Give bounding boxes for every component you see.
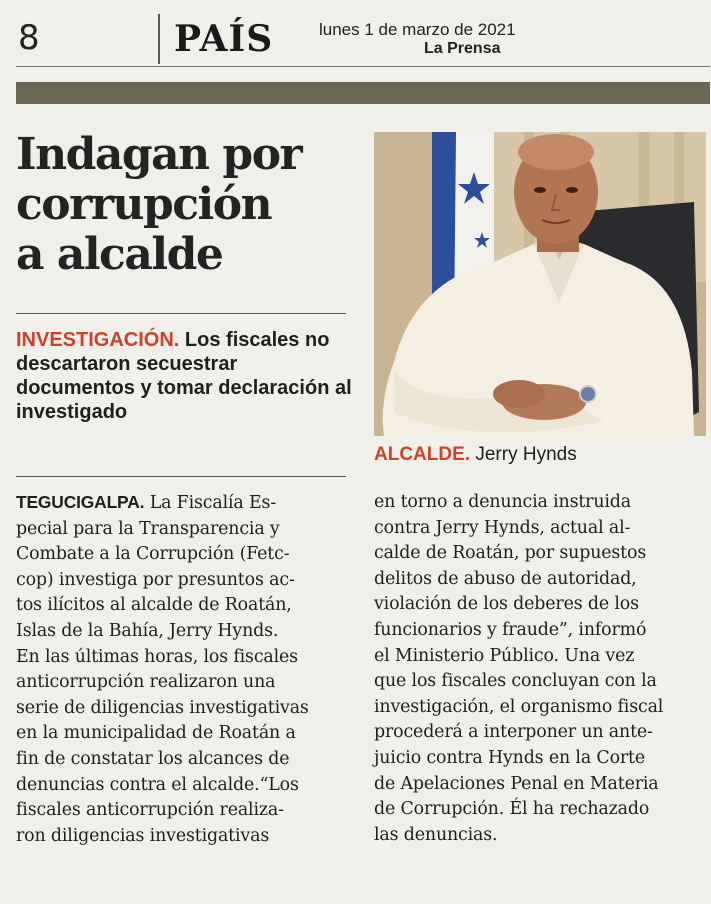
headline-line: a alcalde (16, 229, 223, 280)
caption-label: ALCALDE. (374, 444, 471, 465)
kicker (16, 328, 356, 424)
kicker-text: Los fiscales no descartaron secuestrar documentos y tomar declaración al investigado (16, 329, 352, 423)
publication-date: lunes 1 de marzo de 2021 (319, 20, 516, 39)
body-text-1: La Fiscalía Es- pecial para la Transparencia y Combate a la Corrupción (Fetc- cop) investiga por presuntos ac- tos ilícitos al alcalde de Roatán, Islas de la Bahía, Jerry Hynds. En las últimas horas, los fiscales anticorrupción realizaron una serie de diligencias investigativas en la municipalidad de Roatán a fin de constatar los alcances de denuncias contra el alcalde.“Los fiscales anticorrupción realiza- ron diligencias investigativas (16, 493, 309, 846)
photo-caption (374, 444, 577, 466)
kicker-label: INVESTIGACIÓN. (16, 329, 180, 351)
section-band (16, 82, 710, 104)
headline-line: Indagan por (16, 129, 302, 180)
kicker-rule-top (16, 313, 346, 314)
page-number: 8 (18, 18, 40, 58)
body-column-2: en torno a denuncia instruida contra Jerry Hynds, actual al- calde de Roatán, por supuestos delitos de abuso de autoridad, violación de los deberes de los funcionarios y fraude”, informó el Ministerio Público. Una vez que los fiscales concluyan con la investigación, el organismo fiscal procederá a interponer un ante- juicio contra Hynds en la Corte de Apelaciones Penal en Materia de Corrupción. Él ha rechazado las denuncias. (374, 492, 664, 845)
dateline: TEGUCIGALPA. (16, 492, 145, 512)
header-divider (158, 14, 160, 64)
mayor-photo-image (374, 132, 706, 436)
headline (16, 130, 361, 280)
newspaper-name: La Prensa (424, 40, 501, 57)
body-column-1 (16, 490, 361, 849)
header-rule (16, 66, 710, 67)
caption-text: Jerry Hynds (470, 444, 577, 465)
section-name: PAÍS (174, 18, 274, 60)
headline-line: corrupción (16, 179, 272, 230)
kicker-rule-bottom (16, 476, 346, 477)
mayor-photo (374, 132, 706, 436)
